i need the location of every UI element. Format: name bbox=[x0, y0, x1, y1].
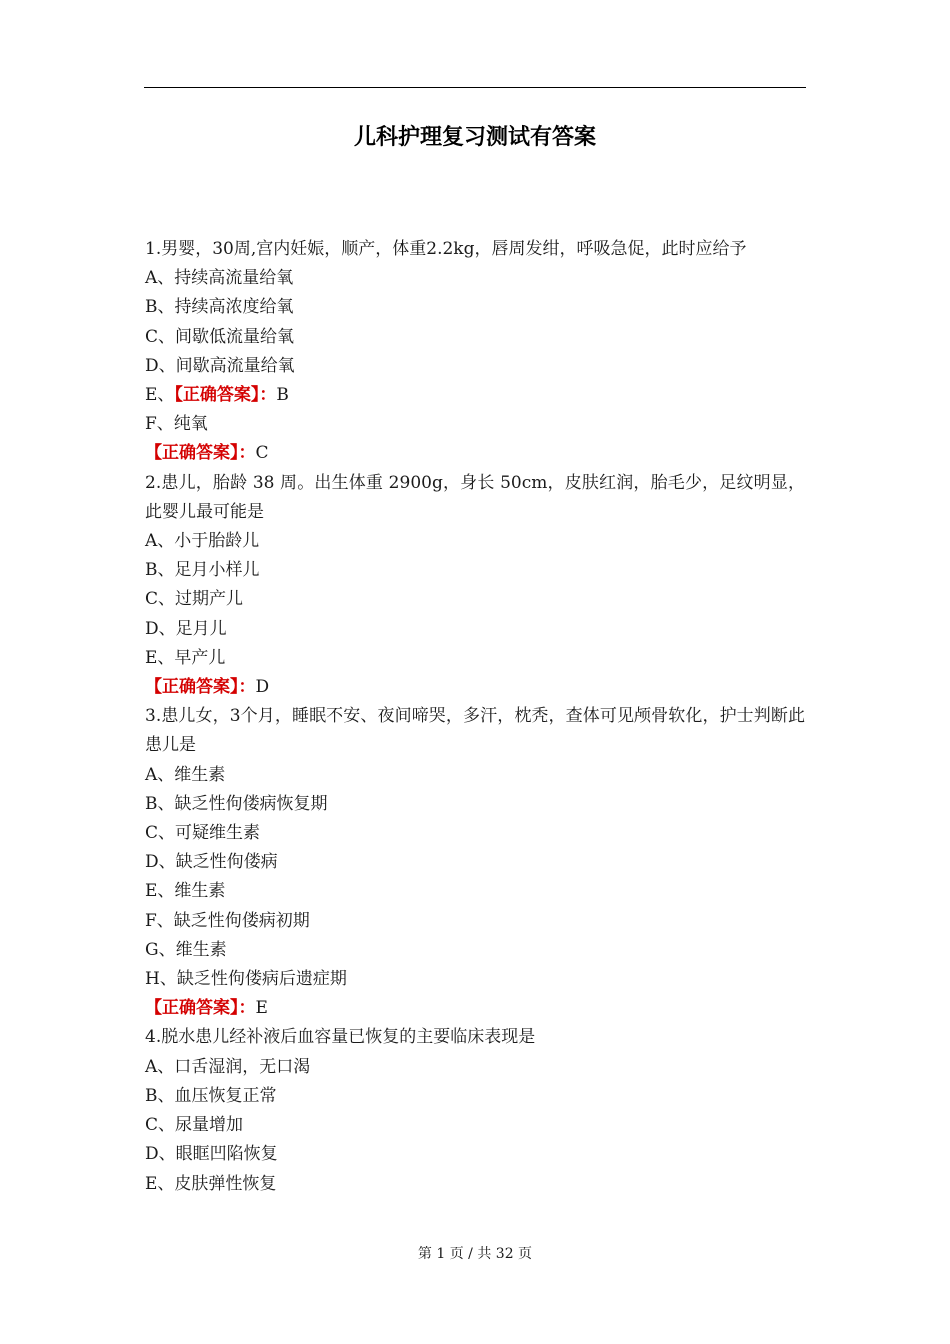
option-f: F、纯氧 bbox=[145, 414, 208, 435]
question-1 bbox=[145, 235, 805, 469]
option-a: A、持续高流量给氧 bbox=[145, 268, 294, 289]
option-a: A、口舌湿润，无口渴 bbox=[145, 1056, 311, 1077]
option-d: D、间歇高流量给氧 bbox=[145, 355, 295, 376]
option-a: A、小于胎龄儿 bbox=[145, 531, 260, 552]
correct-answer-label: 【正确答案】： bbox=[145, 998, 256, 1019]
question-4 bbox=[145, 1023, 805, 1198]
option-e: E、维生素 bbox=[145, 881, 226, 902]
document-title: 儿科护理复习测试有答案 bbox=[353, 125, 596, 150]
option-g: G、维生素 bbox=[145, 939, 227, 960]
option-d: D、缺乏性佝偻病 bbox=[145, 852, 278, 873]
page-footer: 第 1 页 / 共 32 页 bbox=[417, 1246, 533, 1262]
answer-line bbox=[145, 994, 805, 1023]
answer-line bbox=[145, 439, 805, 468]
correct-answer-value: C bbox=[255, 443, 269, 464]
option-f: F、缺乏性佝偻病初期 bbox=[145, 910, 310, 931]
question-2 bbox=[145, 469, 805, 703]
correct-answer-label: 【正确答案】： bbox=[145, 677, 256, 698]
correct-answer-label: 【正确答案】： bbox=[145, 443, 256, 464]
answer-line bbox=[145, 673, 805, 702]
option-h: H、缺乏性佝偻病后遗症期 bbox=[145, 969, 347, 990]
correct-answer-value: E bbox=[255, 998, 268, 1019]
correct-answer-value: D bbox=[255, 677, 270, 698]
header-rule bbox=[144, 87, 806, 88]
option-c: C、间歇低流量给氧 bbox=[145, 326, 295, 347]
option-b: B、足月小样儿 bbox=[145, 560, 260, 581]
option-e: E、皮肤弹性恢复 bbox=[145, 1173, 277, 1194]
option-d: D、足月儿 bbox=[145, 618, 227, 639]
question-3 bbox=[145, 702, 805, 1023]
option-c: C、可疑维生素 bbox=[145, 823, 261, 844]
option-e: E、早产儿 bbox=[145, 647, 226, 668]
correct-answer-label: 【正确答案】： bbox=[174, 385, 277, 406]
option-e bbox=[145, 381, 805, 410]
option-c: C、尿量增加 bbox=[145, 1115, 244, 1136]
question-stem: 1.男婴，30周,宫内妊娠，顺产，体重2.2kg，唇周发绀，呼吸急促，此时应给予 bbox=[145, 239, 747, 259]
option-b: B、持续高浓度给氧 bbox=[145, 297, 294, 318]
option-d: D、眼眶凹陷恢复 bbox=[145, 1144, 278, 1165]
question-stem: 4.脱水患儿经补液后血容量已恢复的主要临床表现是 bbox=[145, 1027, 536, 1048]
option-b: B、缺乏性佝偻病恢复期 bbox=[145, 793, 328, 814]
correct-answer-value: B bbox=[276, 385, 289, 406]
option-prefix: E、 bbox=[145, 385, 175, 406]
question-stem: 3.患儿女，3个月，睡眠不安、夜间啼哭，多汗，枕秃，查体可见颅骨软化，护士判断此患儿是 bbox=[145, 706, 805, 756]
option-b: B、血压恢复正常 bbox=[145, 1085, 277, 1106]
option-c: C、过期产儿 bbox=[145, 589, 244, 610]
question-list bbox=[145, 235, 805, 1199]
option-a: A、维生素 bbox=[145, 764, 226, 785]
question-stem: 2.患儿，胎龄 38 周。出生体重 2900g，身长 50cm，皮肤红润，胎毛少，足纹明显，此婴儿最可能是 bbox=[145, 472, 805, 522]
